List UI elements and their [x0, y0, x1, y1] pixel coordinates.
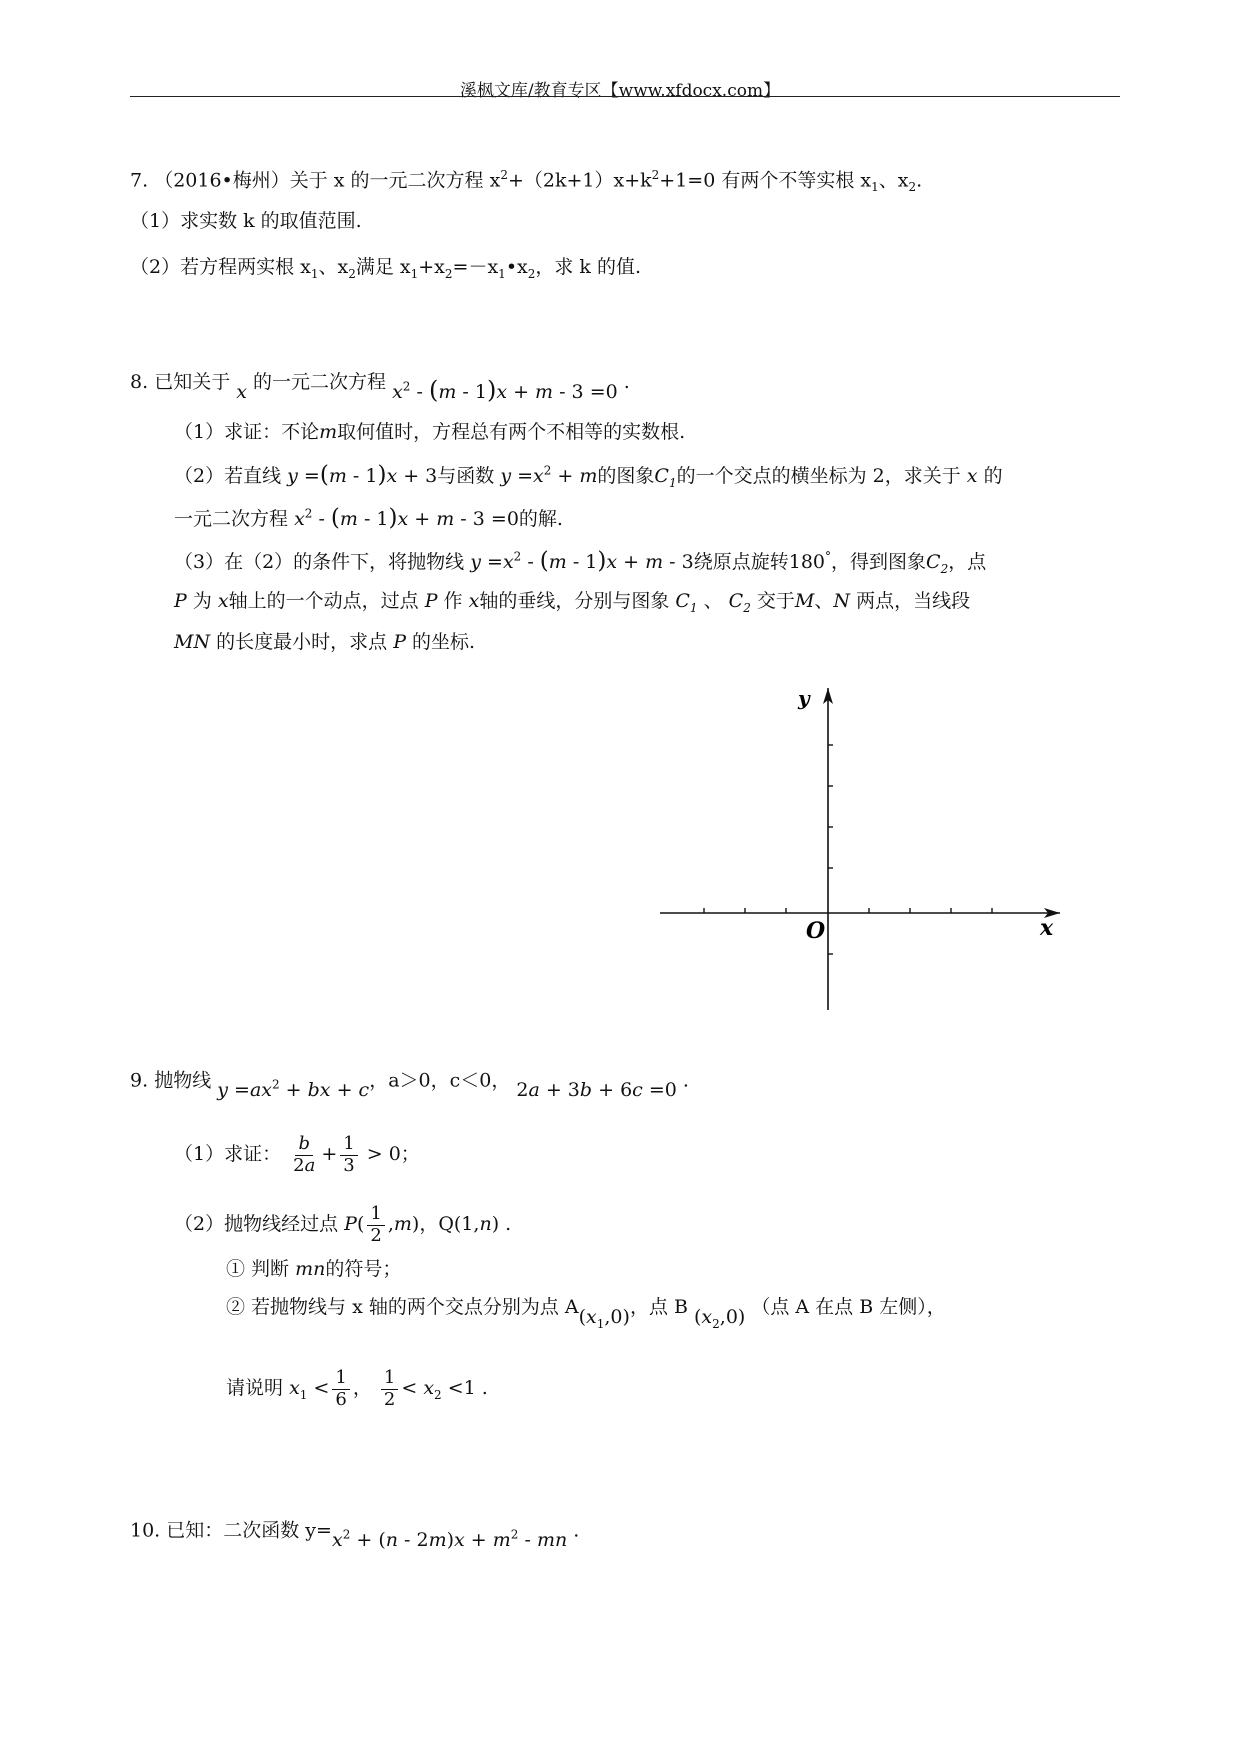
q8-part3-text: 轴上的一个动点，过点 — [228, 590, 419, 612]
q10-equation: $x^2 + (n - 2m)x + m^2$ - mn — [331, 1528, 568, 1552]
q7-part1: （1）求实数 k 的取值范围. — [130, 210, 362, 232]
q8-part3-text: 作 — [443, 590, 463, 612]
q7-part2-text: （2）若方程两实根 x — [130, 256, 311, 278]
q7-stem-text: +（2k+1）x+k — [507, 169, 652, 192]
q8-part2 — [174, 462, 1003, 490]
q8-number: 8. — [130, 371, 149, 393]
q9-ineq-1: $x_1$ < $\frac{1}{6}$ — [289, 1377, 353, 1399]
q8-var-p: P — [424, 590, 438, 612]
q7-number: 7. — [130, 169, 149, 192]
q7-part2-text: •x — [505, 256, 528, 278]
q9-sub2-text: ② 若抛物线与 x 轴的两个交点分别为点 A — [226, 1296, 579, 1318]
q10-number: 10. — [130, 1519, 161, 1542]
q9-part2: （2）抛物线经过点 P( $\frac{1}{2}$ ,m)，Q(1,n) . — [174, 1203, 512, 1246]
q9-point-b: $(x_2,0)$ — [694, 1306, 746, 1331]
q8-part3-text: （3）在（2）的条件下，将抛物线 — [174, 551, 465, 573]
q8-part3 — [174, 548, 986, 576]
q7-source: （2016•梅州） — [154, 169, 290, 192]
q9-point-q: (1,n) — [453, 1213, 500, 1236]
coordinate-axes — [660, 680, 1080, 1014]
q8-angle: 180° — [788, 549, 832, 573]
x-axis-label: x — [1040, 915, 1054, 941]
q8-var-x: x — [468, 590, 480, 612]
q8-func-eq: $y =x^2 + m$ — [500, 463, 598, 487]
q8-part2-text: （2）若直线 — [174, 465, 282, 487]
q9-sub3-text: ， — [352, 1377, 372, 1400]
q7-stem-text: 、x — [878, 169, 909, 192]
q8-part2-text: 的解. — [518, 508, 563, 530]
q8-var-p: P — [174, 590, 187, 612]
q7-part2-text: =－x — [452, 256, 499, 278]
q8-stem-text: 的一元二次方程 — [253, 371, 387, 393]
q9-var-mn: mn — [295, 1258, 326, 1280]
q8-line-eq: y =(m - 1)x + 3 — [287, 462, 438, 488]
q8-c1: $C_1$ — [675, 590, 698, 615]
q8-part1 — [174, 421, 685, 444]
q8-stem-text: 已知关于 — [154, 371, 231, 393]
q7-part2-text: 满足 x — [355, 256, 411, 278]
q9-stem-text: 抛物线 — [154, 1069, 212, 1092]
q9-number: 9. — [130, 1069, 149, 1092]
q8-part3-text: 两点，当线段 — [856, 590, 971, 612]
q9-sub1 — [226, 1258, 401, 1281]
q8-equation: $x^2 - (m - 1)x + m - 3 =0$ — [294, 505, 519, 531]
q7-stem-text: 关于 x 的一元二次方程 x — [289, 169, 501, 192]
q7-stem-text: +1=0 有两个不等实根 x — [659, 169, 872, 192]
q8-part2-text: 的 — [983, 465, 1003, 487]
q8-part3-text: ，点 — [948, 551, 987, 573]
q9-part1-text: （1）求证： — [174, 1143, 282, 1166]
q7-stem: 7. （2016•梅州）关于 x 的一元二次方程 $x^2+(2k+1)x+k^2+1=0$ 有两个不等实根 $x_1$、$x_2$. — [130, 168, 923, 195]
q8-part2-text: 一元二次方程 — [174, 508, 289, 530]
q8-part3-text: 绕原点旋转 — [693, 551, 789, 573]
q9-parabola-eq: $y =ax^2$ + bx + c — [217, 1078, 370, 1102]
page-header: 溪枫文库/教育专区【www.xfdocx.com】 — [459, 81, 781, 101]
q8-part3-end — [174, 631, 475, 654]
q9-sub2 — [226, 1296, 946, 1331]
q9-part2-text: ，Q — [419, 1213, 454, 1236]
origin-label: O — [806, 918, 826, 944]
q9-sub1-text: ① 判断 — [226, 1258, 290, 1280]
q9-point-p: P( $\frac{1}{2}$ ,m) — [344, 1203, 420, 1246]
y-axis-label: y — [798, 686, 810, 710]
q8-part3-cont — [174, 590, 970, 615]
q8-var-mn: MN — [174, 631, 211, 653]
q8-stem: 8. 已知关于 x 的一元二次方程 $x^2 - (m - 1)x + m - 3 =0$ . — [130, 371, 630, 404]
q8-c2: $C_2$ — [926, 551, 949, 576]
q9-part2-text: （2）抛物线经过点 — [174, 1213, 339, 1236]
header-divider — [130, 96, 1120, 97]
q8-part1-text: 取何值时，方程总有两个不相等的实数根. — [337, 421, 686, 443]
q9-sub1-text: 的符号； — [325, 1258, 402, 1280]
q8-part1-text: （1）求证：不论 — [174, 421, 320, 443]
q8-var-x: x — [966, 465, 978, 487]
q9-sub3: 请说明 $x_1$ < $\frac{1}{6}$ ， $\frac{1}{2}$ < $x_2 <1$ . — [226, 1367, 488, 1410]
q9-ineq-2: $\frac{1}{2}$ < $x_2 <1$ — [378, 1377, 476, 1399]
q8-equation: $x^2 - (m - 1)x + m - 3 =0$ — [392, 376, 618, 404]
q8-var-n: N — [833, 590, 851, 612]
q9-fraction-1-3: $\frac{1}{3}$ — [340, 1134, 357, 1176]
q8-parabola-eq: $y =x^2 - (m - 1)x + m - 3$ — [470, 548, 694, 574]
q8-var-m: M — [794, 590, 815, 612]
q10-stem: 10. 已知：二次函数 $y=x^2 + (n - 2m)x + m^2$ - mn . — [130, 1519, 580, 1552]
q7-part2-text: 、x — [318, 256, 349, 278]
q8-part2-text: 与函数 — [437, 465, 495, 487]
q8-part3-text: 为 — [192, 590, 212, 612]
q8-part2-cont — [174, 505, 563, 533]
q7-part2-text: ，求 k 的值. — [535, 256, 642, 278]
q9-sub2-text: （点 A 在点 B 左侧）， — [751, 1296, 946, 1318]
q8-part3-text: 、 — [703, 590, 723, 612]
q8-part3-text: 交于 — [756, 590, 795, 612]
q8-part3-text: 的长度最小时，求点 — [216, 631, 388, 653]
q9-point-a: $(x_1,0)$ — [578, 1306, 630, 1331]
q9-condition-eq: 2a + 3b + 6c =0 — [516, 1079, 677, 1102]
q9-stem-text: ，a＞0，c＜0， — [369, 1069, 511, 1092]
q9-fraction-b-2a: $\frac{b}{2a}$ — [293, 1133, 316, 1176]
q8-var-p: P — [393, 631, 406, 653]
q8-part2-text: 的一个交点的横坐标为 2，求关于 — [676, 465, 961, 487]
axes-svg — [660, 680, 1080, 1010]
q7-stem-text: . — [916, 169, 923, 192]
q9-part1: （1）求证： $\frac{b}{2a}$ + $\frac{1}{3}$ > 0； — [174, 1133, 420, 1176]
q8-var-x: x — [217, 590, 229, 612]
q8-part3-text: 轴的垂线，分别与图象 — [479, 590, 670, 612]
q8-c1: $C_1$ — [654, 465, 677, 490]
q8-c2: $C_2$ — [728, 590, 751, 615]
q9-sub2-text: ，点 B — [629, 1296, 688, 1318]
q8-part3-text: 的坐标. — [412, 631, 476, 653]
q10-stem-text: 已知：二次函数 y= — [166, 1519, 332, 1542]
q8-var-m: m — [319, 421, 338, 443]
q7-part2-text: +x — [418, 256, 445, 278]
q8-part3-text: ，得到图象 — [831, 551, 927, 573]
q8-part3-text: 、 — [814, 590, 834, 612]
q7-part2: （2）若方程两实根 $x_1$、$x_2$满足 $x_1+x_2=-x_1•x_2$，求 k 的值. — [130, 256, 642, 281]
q8-var-x: x — [236, 381, 247, 403]
q9-sub3-text: 请说明 — [226, 1377, 284, 1400]
q8-part2-text: 的图象 — [597, 465, 655, 487]
q9-stem: 9. 抛物线 $y =ax^2$ + bx + c，a＞0，c＜0， 2a + 3b + 6c =0 . — [130, 1069, 689, 1102]
